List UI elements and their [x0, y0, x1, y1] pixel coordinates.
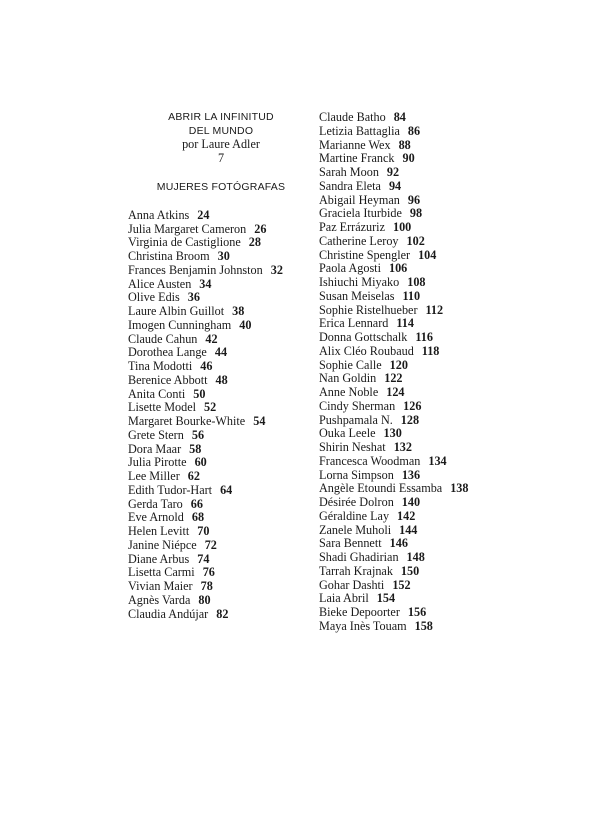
- toc-entry-name: Catherine Leroy: [319, 233, 399, 248]
- toc-entry-name: Virginia de Castiglione: [128, 235, 241, 250]
- toc-entry-page-number: 74: [197, 551, 210, 566]
- toc-entry-page-number: 158: [414, 618, 433, 633]
- toc-right-list: [319, 111, 589, 634]
- toc-entry-name: Sophie Calle: [319, 357, 382, 372]
- toc-entry-name: Margaret Bourke-White: [128, 414, 246, 429]
- toc-entry-name: Helen Levitt: [128, 524, 190, 539]
- toc-entry: [128, 278, 314, 292]
- toc-entry-name: Ishiuchi Miyako: [319, 275, 400, 289]
- toc-entry-name: Ouka Leele: [319, 426, 376, 441]
- toc-entry-page-number: 64: [220, 482, 233, 497]
- toc-entry-name: Laure Albin Guillot: [128, 304, 225, 319]
- toc-entry-name: Claudia Andújar: [128, 606, 209, 621]
- toc-entry: [128, 305, 314, 319]
- toc-entry-page-number: 104: [418, 247, 437, 262]
- toc-entry-name: Anita Conti: [128, 386, 186, 401]
- toc-entry-name: Lee Miller: [128, 469, 180, 484]
- toc-entry-page-number: 88: [398, 137, 411, 152]
- toc-entry-page-number: 38: [232, 304, 245, 319]
- toc-entry-name: Marianne Wex: [319, 137, 391, 152]
- toc-entry-name: Letizia Battaglia: [319, 123, 400, 138]
- toc-entry-page-number: 106: [388, 261, 408, 276]
- toc-entry-name: Paz Errázuriz: [319, 220, 385, 234]
- toc-entry: [128, 484, 314, 498]
- toc-entry-page-number: 66: [190, 496, 203, 511]
- toc-entry: [319, 579, 589, 593]
- toc-entry: [319, 592, 589, 606]
- toc-entry: [319, 606, 589, 620]
- toc-entry-page-number: 122: [384, 371, 403, 386]
- toc-entry: [128, 374, 314, 388]
- toc-entry-page-number: 76: [202, 565, 215, 580]
- toc-entry-name: Pushpamala N.: [319, 412, 393, 427]
- toc-entry: [319, 262, 589, 276]
- toc-entry-name: Frances Benjamin Johnston: [128, 262, 263, 277]
- toc-entry: [319, 386, 589, 400]
- toc-entry-page-number: 92: [386, 165, 400, 179]
- toc-entry-name: Sarah Moon: [319, 165, 379, 179]
- toc-entry: [319, 482, 589, 496]
- toc-entry: [319, 111, 589, 125]
- toc-entry-page-number: 34: [199, 276, 212, 291]
- toc-entry-page-number: 70: [197, 524, 210, 539]
- toc-entry-page-number: 152: [392, 577, 411, 592]
- toc-entry: [128, 415, 314, 429]
- toc-entry-name: Claude Batho: [319, 110, 386, 124]
- toc-entry: [128, 264, 314, 278]
- toc-entry-name: Agnès Varda: [128, 592, 191, 607]
- toc-entry-name: Maya Inès Touam: [319, 618, 407, 633]
- toc-entry: [128, 525, 314, 539]
- toc-entry: [128, 236, 314, 250]
- toc-entry: [319, 524, 589, 538]
- toc-entry-page-number: 118: [421, 343, 440, 358]
- toc-entry-name: Vivian Maier: [128, 579, 193, 594]
- toc-entry: [319, 345, 589, 359]
- toc-entry-name: Bieke Depoorter: [319, 605, 400, 619]
- toc-entry-name: Graciela Iturbide: [319, 206, 402, 221]
- toc-entry-page-number: 132: [393, 440, 412, 454]
- toc-entry: [319, 166, 589, 180]
- toc-entry-page-number: 36: [187, 290, 200, 305]
- intro-title-line-2: DEL MUNDO: [188, 124, 254, 137]
- toc-entry-page-number: 130: [383, 426, 402, 441]
- toc-entry-page-number: 56: [191, 427, 205, 442]
- toc-entry-page-number: 146: [389, 536, 408, 551]
- toc-entry-name: Paola Agosti: [319, 261, 381, 276]
- toc-entry: [128, 346, 314, 360]
- toc-entry-page-number: 50: [193, 386, 206, 401]
- toc-entry-name: Christina Broom: [128, 249, 210, 264]
- toc-entry-page-number: 58: [189, 441, 202, 456]
- intro-page-number: 7: [217, 150, 225, 165]
- toc-entry-page-number: 84: [393, 110, 406, 124]
- toc-entry: [319, 317, 589, 331]
- toc-entry-page-number: 128: [400, 412, 420, 427]
- toc-entry-page-number: 48: [215, 372, 228, 387]
- intro-title-line-1: ABRIR LA INFINITUD: [168, 111, 274, 123]
- toc-entry: [128, 223, 314, 237]
- toc-entry-name: Désirée Dolron: [319, 495, 394, 509]
- toc-entry: [319, 139, 589, 153]
- toc-entry-page-number: 150: [400, 563, 420, 578]
- toc-entry: [128, 456, 314, 470]
- toc-entry: [319, 469, 589, 483]
- toc-entry: [128, 566, 314, 580]
- toc-entry: [319, 620, 589, 634]
- toc-entry: [319, 414, 589, 428]
- toc-entry-name: Abigail Heyman: [319, 192, 400, 207]
- toc-entry: [128, 209, 314, 223]
- toc-entry: [128, 360, 314, 374]
- toc-entry-name: Donna Gottschalk: [319, 330, 408, 344]
- toc-entry-page-number: 54: [253, 414, 266, 429]
- toc-entry: [319, 276, 589, 290]
- toc-entry: [319, 207, 589, 221]
- toc-entry-name: Julia Margaret Cameron: [128, 221, 247, 236]
- toc-entry-page-number: 62: [187, 469, 200, 484]
- toc-entry-name: Zanele Muholi: [319, 522, 392, 537]
- toc-entry-page-number: 114: [396, 316, 414, 331]
- toc-entry-name: Gohar Dashti: [319, 577, 385, 592]
- toc-entry-page-number: 44: [214, 345, 228, 360]
- toc-entry-page-number: 68: [191, 510, 205, 525]
- toc-entry: [128, 388, 314, 402]
- toc-entry-name: Edith Tudor-Hart: [128, 482, 213, 497]
- toc-entry-page-number: 52: [204, 400, 217, 415]
- toc-entry: [319, 290, 589, 304]
- toc-entry-name: Imogen Cunningham: [128, 317, 232, 332]
- toc-entry-name: Diane Arbus: [128, 551, 190, 566]
- intro-author: por Laure Adler: [182, 137, 260, 152]
- toc-entry-page-number: 124: [386, 385, 405, 399]
- toc-entry: [319, 125, 589, 139]
- toc-entry-page-number: 120: [389, 357, 408, 372]
- toc-left-list: [128, 209, 314, 622]
- toc-entry-name: Lisetta Carmi: [128, 565, 195, 580]
- toc-entry-page-number: 80: [198, 592, 211, 607]
- toc-entry-name: Cindy Sherman: [319, 398, 396, 413]
- section-title: MUJERES FOTÓGRAFAS: [156, 181, 286, 194]
- toc-entry-name: Lorna Simpson: [319, 467, 394, 482]
- toc-entry-page-number: 46: [200, 359, 213, 374]
- toc-entry: [128, 608, 314, 622]
- toc-entry-name: Laia Abril: [319, 591, 369, 606]
- toc-entry: [128, 470, 314, 484]
- toc-entry: [319, 400, 589, 414]
- toc-entry-name: Janine Niépce: [128, 537, 197, 552]
- toc-entry: [319, 441, 589, 455]
- toc-entry-page-number: 110: [402, 288, 421, 303]
- toc-entry-page-number: 134: [428, 453, 447, 468]
- toc-entry-name: Christine Spengler: [319, 247, 411, 262]
- toc-entry-page-number: 102: [406, 233, 425, 248]
- toc-entry: [128, 498, 314, 512]
- toc-entry: [319, 427, 589, 441]
- toc-entry-page-number: 154: [376, 591, 396, 606]
- toc-entry-page-number: 82: [216, 606, 229, 621]
- toc-entry: [319, 180, 589, 194]
- toc-left-column: [128, 111, 314, 621]
- toc-entry-name: Sandra Eleta: [319, 178, 381, 193]
- toc-entry-name: Sara Bennett: [319, 536, 382, 551]
- toc-entry-page-number: 94: [388, 178, 402, 193]
- toc-entry-name: Julia Pirotte: [128, 455, 187, 470]
- toc-entry: [128, 511, 314, 525]
- toc-entry-page-number: 40: [239, 317, 252, 332]
- toc-entry-name: Grete Stern: [128, 427, 184, 442]
- toc-entry-name: Géraldine Lay: [319, 508, 390, 523]
- toc-entry-page-number: 78: [200, 579, 213, 594]
- toc-entry-name: Anna Atkins: [128, 207, 190, 222]
- toc-entry-page-number: 26: [254, 221, 267, 236]
- toc-entry-name: Martine Franck: [319, 151, 395, 166]
- toc-entry: [319, 304, 589, 318]
- toc-entry: [319, 194, 589, 208]
- toc-entry-page-number: 144: [399, 522, 418, 537]
- toc-entry: [319, 359, 589, 373]
- toc-entry-name: Dorothea Lange: [128, 345, 207, 360]
- toc-entry-page-number: 156: [407, 605, 427, 619]
- toc-entry: [319, 221, 589, 235]
- toc-entry: [319, 537, 589, 551]
- toc-entry-name: Eve Arnold: [128, 510, 184, 525]
- toc-entry-page-number: 30: [217, 249, 230, 264]
- toc-entry: [128, 594, 314, 608]
- toc-entry-page-number: 142: [397, 508, 416, 523]
- toc-entry-name: Shadi Ghadirian: [319, 550, 399, 564]
- toc-entry-page-number: 126: [403, 398, 422, 413]
- toc-entry-name: Tarrah Krajnak: [319, 563, 393, 578]
- intro-heading: [128, 111, 314, 165]
- toc-entry: [319, 565, 589, 579]
- toc-entry-name: Shirin Neshat: [319, 440, 386, 454]
- toc-entry: [319, 152, 589, 166]
- toc-entry-page-number: 108: [407, 275, 426, 289]
- toc-entry-name: Dora Maar: [128, 441, 182, 456]
- toc-entry-name: Nan Goldin: [319, 371, 377, 386]
- toc-entry-page-number: 72: [204, 537, 217, 552]
- toc-entry-page-number: 42: [205, 331, 218, 346]
- toc-entry-name: Anne Noble: [319, 385, 379, 399]
- toc-entry-name: Alice Austen: [128, 276, 192, 291]
- toc-entry: [128, 319, 314, 333]
- toc-entry: [128, 333, 314, 347]
- toc-entry-page-number: 98: [409, 206, 423, 221]
- toc-entry-name: Erica Lennard: [319, 316, 389, 331]
- section-heading: [128, 181, 314, 195]
- toc-entry-page-number: 136: [401, 467, 421, 482]
- toc-entry-page-number: 32: [270, 262, 283, 277]
- toc-entry-name: Tina Modotti: [128, 359, 193, 374]
- toc-entry: [319, 331, 589, 345]
- toc-entry-page-number: 96: [407, 192, 421, 207]
- toc-entry-name: Sophie Ristelhueber: [319, 302, 418, 317]
- toc-entry-page-number: 112: [425, 302, 444, 317]
- toc-entry-name: Angèle Etoundi Essamba: [319, 481, 443, 496]
- toc-entry-name: Francesca Woodman: [319, 453, 421, 468]
- toc-entry-name: Alix Cléo Roubaud: [319, 343, 414, 358]
- toc-entry: [319, 496, 589, 510]
- toc-entry-name: Lisette Model: [128, 400, 197, 415]
- toc-entry-page-number: 24: [197, 207, 210, 222]
- toc-entry: [128, 291, 314, 305]
- toc-entry-page-number: 28: [248, 235, 261, 250]
- toc-entry-page-number: 140: [401, 495, 421, 509]
- toc-entry: [128, 580, 314, 594]
- toc-entry: [128, 429, 314, 443]
- toc-entry: [319, 235, 589, 249]
- toc-entry: [128, 539, 314, 553]
- toc-entry-name: Olive Edis: [128, 290, 180, 305]
- toc-entry-name: Gerda Taro: [128, 496, 183, 511]
- toc-entry-page-number: 148: [406, 550, 425, 564]
- toc-entry: [319, 551, 589, 565]
- toc-entry: [128, 443, 314, 457]
- toc-entry-name: Berenice Abbott: [128, 372, 208, 387]
- toc-entry: [128, 250, 314, 264]
- toc-entry: [128, 401, 314, 415]
- toc-entry-name: Claude Cahun: [128, 331, 198, 346]
- toc-entry-page-number: 90: [402, 151, 415, 166]
- toc-entry-page-number: 116: [415, 330, 433, 344]
- toc-entry: [319, 372, 589, 386]
- toc-right-column: [319, 111, 589, 634]
- toc-entry: [319, 455, 589, 469]
- toc-entry: [128, 553, 314, 567]
- toc-entry-page-number: 138: [450, 481, 469, 496]
- toc-entry-name: Susan Meiselas: [319, 288, 395, 303]
- toc-entry: [319, 510, 589, 524]
- toc-entry: [319, 249, 589, 263]
- toc-entry-page-number: 86: [407, 123, 421, 138]
- toc-entry-page-number: 60: [194, 455, 207, 470]
- toc-entry-page-number: 100: [392, 220, 412, 234]
